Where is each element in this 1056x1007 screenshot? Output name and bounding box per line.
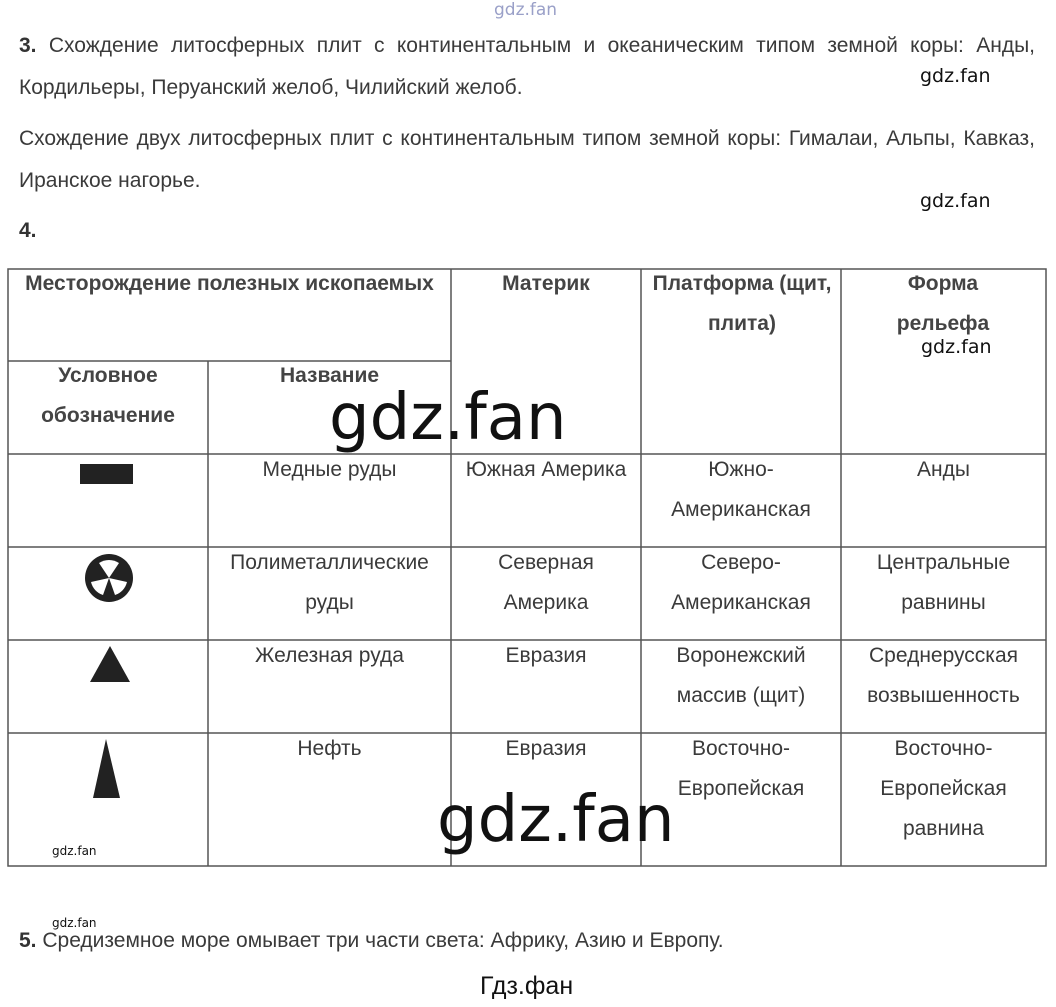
answer-4-number: 4. [19, 219, 37, 242]
watermark-large-1: gdz.fan [329, 381, 567, 455]
row-2-platform: Северо-Американская [671, 551, 811, 614]
answer-5-paragraph [19, 920, 1035, 962]
row-3-platform: Воронежский массив (щит) [676, 644, 806, 707]
row-4-continent: Евразия [505, 737, 587, 760]
row-1-relief: Анды [917, 458, 970, 481]
row-3-continent: Евразия [505, 644, 587, 667]
answer-5-text: Средиземное море омывает три части света: Африку, Азию и Европу. [42, 929, 724, 952]
row-4-platform: Восточно-Европейская [677, 737, 805, 800]
row-1-platform: Южно-Американская [671, 458, 811, 521]
row-2-continent: Северная Америка [498, 551, 594, 614]
triangle-icon [87, 643, 133, 685]
header-deposit: Месторождение полезных ископаемых [25, 272, 434, 295]
watermark-bottom: Гдз.фан [480, 972, 574, 1000]
row-4-name: Нефть [297, 737, 362, 760]
row-3-relief: Среднерусская возвышенность [867, 644, 1020, 707]
spike-icon [90, 736, 124, 802]
row-2-name: Полиметаллические руды [230, 551, 429, 614]
rectangle-icon [78, 461, 136, 487]
answer-3-paragraph-2 [19, 118, 1035, 202]
answer-3-text-2: Схождение двух литосферных плит с континентальным типом земной коры: Гималаи, Альпы, Кавказ, Иранское нагорье. [19, 127, 1035, 192]
header-name: Название [279, 364, 380, 387]
watermark-right-2: gdz.fan [920, 190, 991, 212]
header-symbol: Условное обозначение [41, 364, 175, 427]
answer-5-number: 5. [19, 929, 37, 952]
header-relief: Форма рельефа [896, 272, 990, 335]
watermark-small-2: gdz.fan [52, 916, 97, 930]
watermark-right-1: gdz.fan [920, 65, 991, 87]
watermark-large-2: gdz.fan [437, 783, 675, 857]
row-1-continent: Южная Америка [465, 458, 627, 481]
row-4-relief: Восточно-Европейская равнина [880, 737, 1007, 840]
header-platform: Платформа (щит, плита) [652, 272, 832, 335]
polymetal-icon [83, 552, 135, 604]
answer-3-paragraph-1 [19, 25, 1035, 109]
row-1-name: Медные руды [262, 458, 397, 481]
row-3-name: Железная руда [255, 644, 404, 667]
minerals-table [7, 268, 1047, 868]
answer-3-text-1: Схождение литосферных плит с континентальным и океаническим типом земной коры: Анды, Кордильеры, Перуанский желоб, Чилийский желоб. [19, 34, 1036, 99]
header-continent: Материк [502, 272, 590, 295]
watermark-header: gdz.fan [921, 336, 992, 358]
row-2-relief: Центральные равнины [876, 551, 1011, 614]
watermark-top: gdz.fan [494, 0, 558, 20]
watermark-small-1: gdz.fan [52, 844, 97, 858]
answer-3-number: 3. [19, 34, 37, 57]
